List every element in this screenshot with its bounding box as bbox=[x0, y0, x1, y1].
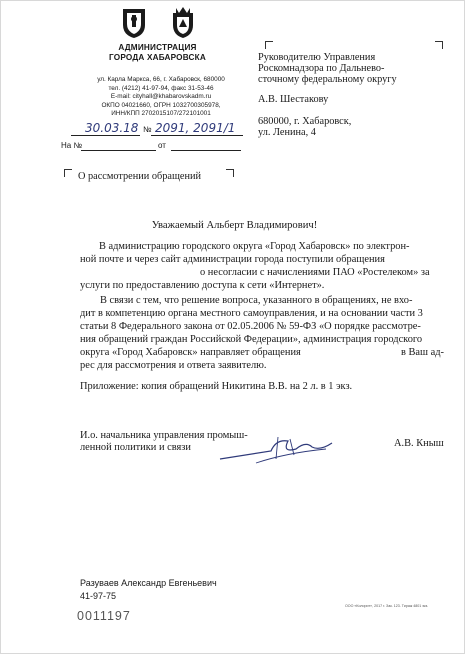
executor-phone: 41-97-75 bbox=[80, 591, 117, 601]
regional-coat-of-arms-icon bbox=[170, 7, 196, 39]
recipient-address-2: ул. Ленина, 4 bbox=[258, 127, 316, 138]
recipient-corner-top-right bbox=[435, 41, 443, 49]
paragraph-1-line-2: ной почте и через сайт администрации города поступили обращения bbox=[80, 254, 385, 265]
paragraph-2-line-6: рес для рассмотрения и ответа заявителю. bbox=[80, 360, 267, 371]
recipient-name: А.В. Шестакову bbox=[258, 94, 329, 105]
letterhead-address: ул. Карла Маркса, 66, г. Хабаровск, 680000 bbox=[97, 76, 225, 83]
recipient-line-3: сточному федеральному округу bbox=[258, 74, 397, 85]
paragraph-1-line-1: В администрацию городского округа «Город Хабаровск» по электрон- bbox=[99, 241, 410, 252]
outgoing-date: 30.03.18 bbox=[85, 121, 139, 135]
reply-to-from-label: от bbox=[158, 141, 166, 150]
reply-to-number-line bbox=[81, 150, 156, 151]
salutation: Уважаемый Альберт Владимирович! bbox=[151, 220, 318, 231]
letterhead-email: E-mail: cityhall@khabarovskadm.ru bbox=[110, 93, 212, 100]
paragraph-2-line-1: В связи с тем, что решение вопроса, указанного в обращениях, не вхо- bbox=[100, 295, 413, 306]
letterhead-inn: ИНН/КПП 2702015107/272101001 bbox=[111, 110, 211, 117]
date-underline bbox=[71, 135, 140, 136]
signatory-position-line-2: ленной политики и связи bbox=[80, 442, 191, 453]
city-coat-of-arms-icon bbox=[121, 7, 147, 39]
outgoing-number: 2091, 2091/1 bbox=[155, 121, 236, 135]
letterhead-okpo: ОКПО 04021660, ОГРН 1032700305978, bbox=[101, 102, 221, 109]
printer-imprint: ООО «Колорит», 2017 г. Зак. 123. Тираж 4801 экз. bbox=[345, 604, 429, 608]
signatory-position-line-1: И.о. начальника управления промыш- bbox=[80, 430, 248, 441]
reply-to-label: На № bbox=[61, 141, 83, 150]
letterhead-phone: тел. (4212) 41-97-94, факс 31-53-46 bbox=[108, 85, 214, 92]
attachment-note: Приложение: копия обращений Никитина В.В. на 2 л. в 1 экз. bbox=[80, 381, 353, 392]
executor-name: Разуваев Александр Евгеньевич bbox=[80, 578, 217, 588]
paragraph-2-line-4: ния обращений граждан Российской Федерации», администрация городского bbox=[80, 334, 423, 345]
recipient-corner-top-left bbox=[265, 41, 273, 49]
paragraph-2-line-5-start: округа «Город Хабаровск» направляет обращения bbox=[80, 347, 301, 358]
recipient-line-1: Руководителю Управления bbox=[258, 52, 376, 63]
paragraph-2-line-2: дит в компетенцию органа местного самоуправления, и на основании части 3 bbox=[80, 308, 423, 319]
subject-corner-left bbox=[64, 169, 72, 177]
subject-line: О рассмотрении обращений bbox=[78, 171, 201, 182]
paragraph-1-line-3: о несогласии с начислениями ПАО «Ростелеком» за bbox=[200, 267, 430, 278]
recipient-line-2: Роскомнадзора по Дальнево- bbox=[258, 63, 385, 74]
form-serial-number: 0011197 bbox=[77, 609, 131, 623]
paragraph-2-line-5-end: в Ваш ад- bbox=[401, 347, 445, 358]
recipient-address-1: 680000, г. Хабаровск, bbox=[258, 116, 352, 127]
number-underline bbox=[151, 135, 243, 136]
paragraph-1-line-4: услуги по предоставлению доступа к сети «Интернет». bbox=[80, 280, 325, 291]
handwritten-signature-icon bbox=[216, 429, 341, 469]
signatory-name: А.В. Кныш bbox=[394, 438, 444, 449]
paragraph-2-line-3: статьи 8 Федерального закона от 02.05.2006 № 59-ФЗ «О порядке рассмотре- bbox=[80, 321, 421, 332]
subject-corner-right bbox=[226, 169, 234, 177]
reply-to-date-line bbox=[171, 150, 241, 151]
organization-name: АДМИНИСТРАЦИЯ bbox=[118, 43, 197, 52]
outgoing-number-sign: № bbox=[143, 125, 152, 134]
organization-city: ГОРОДА ХАБАРОВСКА bbox=[109, 53, 206, 62]
